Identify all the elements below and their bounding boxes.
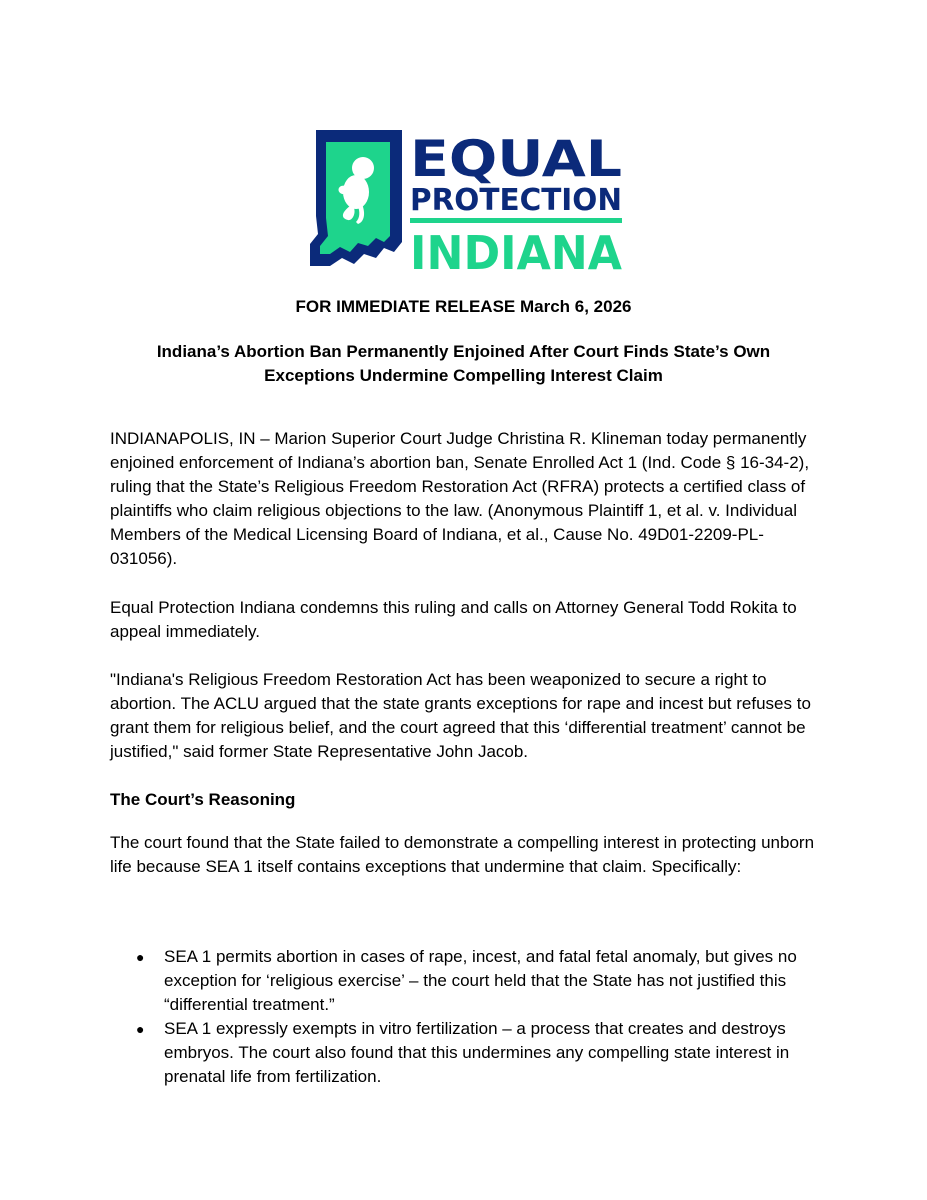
list-item: [110, 1017, 825, 1089]
bullet-icon: ●: [136, 949, 145, 965]
list-item-text: SEA 1 permits abortion in cases of rape, incest, and fatal fetal anomaly, but gives no exception for ‘religious exercise’ – the court held that the State has not justified this “differential treatment.”: [164, 947, 797, 1014]
logo-word-protection: PROTECTION: [410, 183, 622, 218]
equal-protection-indiana-logo: [306, 126, 626, 274]
logo-word-indiana: INDIANA: [410, 226, 623, 274]
paragraph-quote: "Indiana's Religious Freedom Restoration Act has been weaponized to secure a right to abortion. The ACLU argued that the state grants exceptions for rape and incest but refuses to grant them for religious belief, and the court agreed that this ‘differential treatment’ cannot be justified," said former State Representative John Jacob.: [110, 670, 811, 761]
paragraph-condemnation: Equal Protection Indiana condemns this ruling and calls on Attorney General Todd Rokita to appeal immediately.: [110, 598, 797, 641]
reasoning-bullet-list: [110, 945, 825, 1089]
section-heading: The Court’s Reasoning: [110, 790, 296, 809]
bullet-icon: ●: [136, 1021, 145, 1037]
logo-divider: [410, 218, 622, 223]
logo-word-equal: EQUAL: [410, 130, 622, 188]
press-release-headline: Indiana’s Abortion Ban Permanently Enjoined After Court Finds State’s Own Exceptions Undermine Compelling Interest Claim: [156, 342, 771, 385]
list-item-text: SEA 1 expressly exempts in vitro fertilization – a process that creates and destroys embryos. The court also found that this undermines any compelling state interest in prenatal life from fertilization.: [164, 1019, 790, 1086]
list-item: [110, 945, 825, 1017]
release-date-line: FOR IMMEDIATE RELEASE March 6, 2026: [295, 297, 632, 316]
paragraph-dateline: INDIANAPOLIS, IN – Marion Superior Court Judge Christina R. Klineman today permanently enjoined enforcement of Indiana’s abortion ban, Senate Enrolled Act 1 (Ind. Code § 16-34-2), ruling that the State’s Religious Freedom Restoration Act (RFRA) protects a certified class of plaintiffs who claim religious objections to the law. (Anonymous Plaintiff 1, et al. v. Individual Members of the Medical Licensing Board of Indiana, et al., Cause No. 49D01-2209-PL-031056).: [110, 429, 810, 568]
section-intro: The court found that the State failed to demonstrate a compelling interest in protecting unborn life because SEA 1 itself contains exceptions that undermine that claim. Specifically:: [110, 833, 815, 876]
